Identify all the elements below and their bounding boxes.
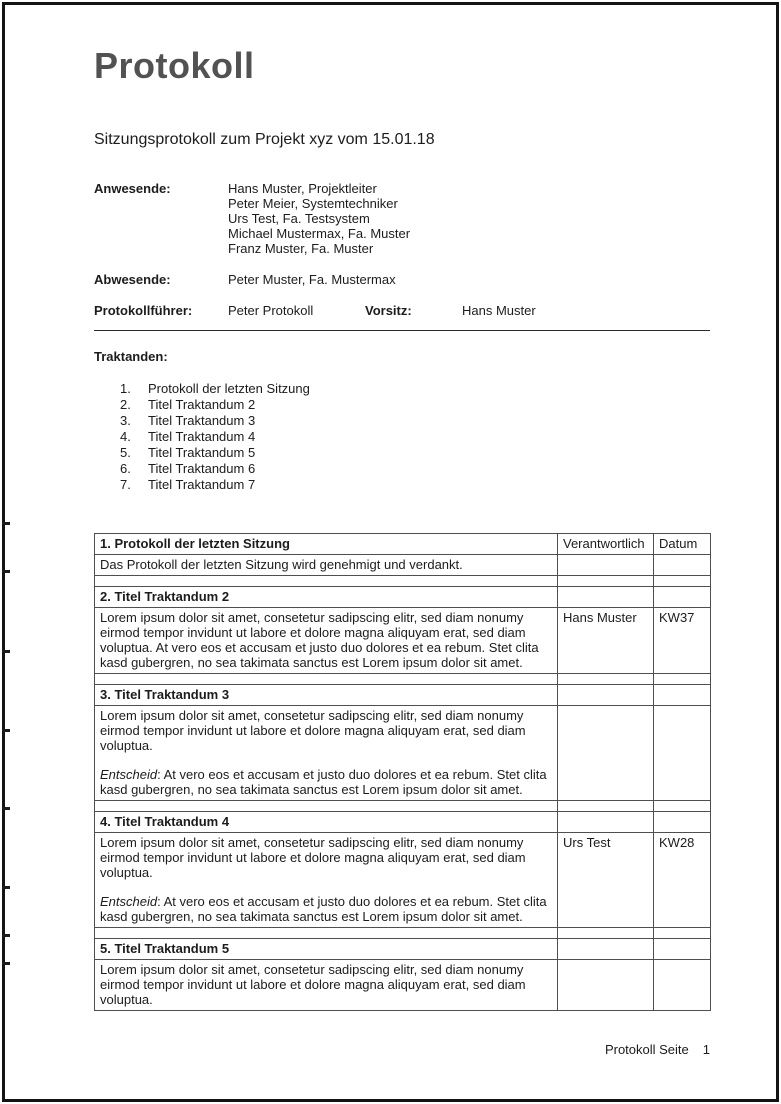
edge-mark [2,934,10,937]
section-body-row [95,960,711,1011]
page-footer [605,1042,710,1057]
spacer-row [95,674,711,685]
column-header-verantwortlich [558,685,654,706]
traktanden-item [94,445,710,461]
spacer-cell [95,576,558,587]
traktanden-label: Traktanden: [94,349,168,364]
traktanden-item [94,477,710,493]
traktanden-item-text: Titel Traktandum 4 [148,429,256,444]
footer-page-number: 1 [702,1042,710,1057]
spacer-row [95,576,711,587]
traktanden-item-number: 4. [120,429,131,444]
section-title-row [95,534,711,555]
column-header-datum: Datum [654,534,711,555]
traktanden-item-text: Titel Traktandum 5 [148,445,256,460]
spacer-cell [558,801,654,812]
abwesende-row [94,272,710,287]
spacer-cell [654,576,711,587]
spacer-row [95,801,711,812]
section-title-row [95,685,711,706]
traktanden-item [94,461,710,477]
subtitle: Sitzungsprotokoll zum Projekt xyz vom 15.01.18 [94,131,435,148]
section-body-row [95,706,711,801]
attendee-line: Franz Muster, Fa. Muster [228,241,374,256]
traktanden-item-number: 2. [120,397,131,412]
section-title-cell: 3. Titel Traktandum 3 [95,685,558,706]
section-paragraph: Entscheid: At vero eos et accusam et justo duo dolores et ea rebum. Stet clita kasd gubergren, no sea takimata sanctus est Lorem ipsum dolor sit amet. [100,767,547,797]
footer-label: Protokoll Seite [604,1042,689,1057]
traktanden-item-text: Titel Traktandum 2 [148,397,256,412]
traktanden-item-number: 1. [120,381,131,396]
spacer-cell [95,801,558,812]
traktanden-item-number: 7. [120,477,131,492]
column-header-datum [654,939,711,960]
traktanden-item-number: 3. [120,413,131,428]
edge-mark [2,729,10,732]
column-header-datum [654,812,711,833]
attendee-line: Urs Test, Fa. Testsystem [228,211,370,226]
section-text-cell [95,960,558,1011]
section-title-cell: 2. Titel Traktandum 2 [95,587,558,608]
traktanden-item [94,381,710,397]
traktanden-item-number: 6. [120,461,131,476]
anwesende-list [228,181,410,256]
edge-mark [2,962,10,965]
section-title-cell: 5. Titel Traktandum 5 [95,939,558,960]
section-paragraph: Lorem ipsum dolor sit amet, consetetur sadipscing elitr, sed diam nonumy eirmod tempor invidunt ut labore et dolore magna aliquyam erat, sed diam voluptua. [100,962,526,1007]
section-text-cell [95,608,558,674]
anwesende-label: Anwesende: [94,181,171,196]
traktanden-item-text: Protokoll der letzten Sitzung [148,381,310,396]
column-header-datum [654,685,711,706]
spacer-cell [654,801,711,812]
edge-mark [2,650,10,653]
traktanden-item-text: Titel Traktandum 7 [148,477,256,492]
spacer-cell [558,928,654,939]
section-body-row [95,833,711,928]
responsible-cell: Hans Muster [558,608,654,674]
column-header-datum [654,587,711,608]
date-cell: KW28 [654,833,711,928]
attendee-line: Hans Muster, Projektleiter [228,181,377,196]
section-paragraph: Entscheid: At vero eos et accusam et justo duo dolores et ea rebum. Stet clita kasd gubergren, no sea takimata sanctus est Lorem ipsum dolor sit amet. [100,894,547,924]
spacer-cell [95,928,558,939]
traktanden-item [94,413,710,429]
protokollfuehrer-label: Protokollführer: [94,303,193,318]
abwesende-value: Peter Muster, Fa. Mustermax [228,272,396,287]
vorsitz-label: Vorsitz: [365,303,412,318]
edge-mark [2,807,10,810]
responsible-cell [558,960,654,1011]
section-text-cell [95,555,558,576]
section-text-cell [95,833,558,928]
date-cell: KW37 [654,608,711,674]
traktanden-item-text: Titel Traktandum 3 [148,413,256,428]
page-title: Protokoll [94,45,255,86]
protokollfuehrer-value: Peter Protokoll [228,303,314,318]
protocol-table-body [95,534,711,1011]
abwesende-label: Abwesende: [94,272,171,287]
traktanden-item [94,429,710,445]
section-title-row [95,812,711,833]
section-paragraph: Das Protokoll der letzten Sitzung wird genehmigt und verdankt. [100,557,463,572]
edge-mark [2,886,10,889]
section-body-row [95,608,711,674]
traktanden-item-number: 5. [120,445,131,460]
document-content [94,0,710,1011]
traktanden-list [94,381,710,493]
spacer-row [95,928,711,939]
section-title-cell: 4. Titel Traktandum 4 [95,812,558,833]
column-header-verantwortlich: Verantwortlich [558,534,654,555]
vorsitz-value: Hans Muster [462,303,536,318]
date-cell [654,960,711,1011]
column-header-verantwortlich [558,939,654,960]
meta-section [94,181,710,318]
section-body-row [95,555,711,576]
anwesende-row [94,181,710,256]
responsible-cell [558,555,654,576]
section-title-cell: 1. Protokoll der letzten Sitzung [95,534,558,555]
spacer-cell [95,674,558,685]
section-paragraph: Lorem ipsum dolor sit amet, consetetur sadipscing elitr, sed diam nonumy eirmod tempor invidunt ut labore et dolore magna aliquyam erat, sed diam voluptua. [100,835,526,880]
edge-mark [2,522,10,525]
date-cell [654,706,711,801]
section-paragraph: Lorem ipsum dolor sit amet, consetetur sadipscing elitr, sed diam nonumy eirmod tempor invidunt ut labore et dolore magna aliquyam erat, sed diam voluptua. [100,708,526,753]
traktanden-item-text: Titel Traktandum 6 [148,461,256,476]
attendee-line: Peter Meier, Systemtechniker [228,196,398,211]
attendee-line: Michael Mustermax, Fa. Muster [228,226,411,241]
responsible-cell [558,706,654,801]
protocol-table [94,533,711,1011]
responsible-cell: Urs Test [558,833,654,928]
spacer-cell [654,674,711,685]
spacer-cell [558,576,654,587]
section-title-row [95,939,711,960]
edge-mark [2,570,10,573]
column-header-verantwortlich [558,587,654,608]
section-text-cell [95,706,558,801]
section-title-row [95,587,711,608]
date-cell [654,555,711,576]
section-paragraph: Lorem ipsum dolor sit amet, consetetur sadipscing elitr, sed diam nonumy eirmod tempor invidunt ut labore et dolore magna aliquyam erat, sed diam voluptua. At vero eos et accusam et justo duo dolores et ea rebum. Stet clita kasd gubergren, no sea takimata sanctus est Lorem ipsum dolor sit amet. [100,610,539,670]
traktanden-item [94,397,710,413]
spacer-cell [654,928,711,939]
protokollfuehrer-row [94,303,710,318]
column-header-verantwortlich [558,812,654,833]
spacer-cell [558,674,654,685]
separator-rule [94,330,710,331]
